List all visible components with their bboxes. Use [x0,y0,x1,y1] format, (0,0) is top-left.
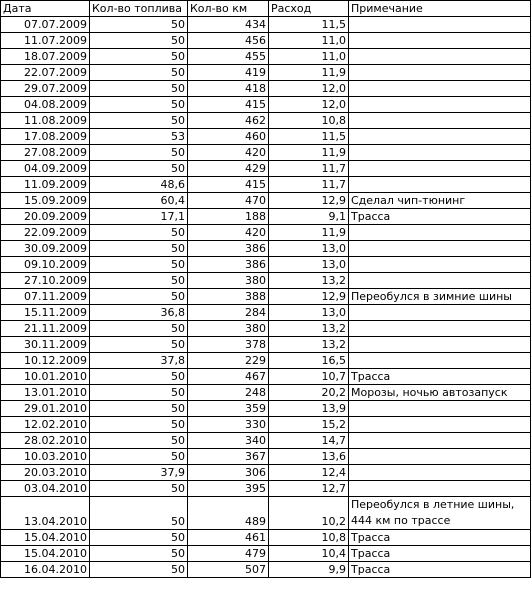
date-cell[interactable]: 12.02.2010 [1,417,90,433]
date-cell[interactable]: 30.09.2009 [1,241,90,257]
note-cell[interactable] [349,97,531,113]
table-row [1,449,531,465]
date-cell[interactable]: 29.01.2010 [1,401,90,417]
date-cell[interactable]: 20.03.2010 [1,465,90,481]
consumption-cell[interactable]: 13,9 [269,401,349,417]
table-row [1,562,531,578]
table-row [1,321,531,337]
date-cell[interactable]: 30.11.2009 [1,337,90,353]
consumption-cell[interactable]: 20,2 [269,385,349,401]
note-cell[interactable]: Трасса [349,530,531,546]
distance-cell[interactable]: 470 [188,193,269,209]
note-cell[interactable] [349,241,531,257]
distance-cell[interactable]: 489 [188,497,269,530]
date-cell[interactable]: 28.02.2010 [1,433,90,449]
consumption-cell[interactable]: 12,9 [269,193,349,209]
table-row [1,81,531,97]
consumption-cell[interactable]: 9,9 [269,562,349,578]
date-cell[interactable]: 17.08.2009 [1,129,90,145]
consumption-cell[interactable]: 12,4 [269,465,349,481]
table-row [1,17,531,33]
table-row [1,177,531,193]
date-cell[interactable]: 22.09.2009 [1,225,90,241]
distance-cell[interactable]: 395 [188,481,269,497]
fuel-cell[interactable]: 50 [90,481,188,497]
fuel-cell[interactable]: 36,8 [90,305,188,321]
consumption-cell[interactable]: 12,0 [269,81,349,97]
fuel-cell[interactable]: 50 [90,65,188,81]
consumption-cell[interactable]: 13,0 [269,305,349,321]
distance-cell[interactable]: 467 [188,369,269,385]
fuel-cell[interactable]: 60,4 [90,193,188,209]
table-row [1,530,531,546]
date-cell[interactable]: 11.08.2009 [1,113,90,129]
distance-cell[interactable]: 330 [188,417,269,433]
distance-cell[interactable]: 420 [188,145,269,161]
consumption-cell[interactable]: 14,7 [269,433,349,449]
date-cell[interactable]: 27.10.2009 [1,273,90,289]
note-cell[interactable] [349,417,531,433]
fuel-cell[interactable]: 53 [90,129,188,145]
note-cell[interactable] [349,273,531,289]
note-cell[interactable]: Сделал чип-тюнинг [349,193,531,209]
note-cell[interactable] [349,305,531,321]
note-cell[interactable]: Трасса [349,562,531,578]
consumption-cell[interactable]: 11,0 [269,33,349,49]
fuel-cell[interactable]: 37,9 [90,465,188,481]
table-row [1,305,531,321]
consumption-cell[interactable]: 10,7 [269,369,349,385]
date-cell[interactable]: 15.11.2009 [1,305,90,321]
header-row [1,1,531,17]
table-row [1,241,531,257]
fuel-cell[interactable]: 50 [90,257,188,273]
fuel-cell[interactable]: 50 [90,337,188,353]
table-row [1,97,531,113]
fuel-cell[interactable]: 50 [90,530,188,546]
consumption-cell[interactable]: 11,5 [269,129,349,145]
note-cell[interactable] [349,49,531,65]
distance-cell[interactable]: 456 [188,33,269,49]
fuel-cell[interactable]: 50 [90,241,188,257]
date-cell[interactable]: 10.12.2009 [1,353,90,369]
distance-cell[interactable]: 507 [188,562,269,578]
consumption-cell[interactable]: 16,5 [269,353,349,369]
note-cell[interactable] [349,401,531,417]
table-row [1,209,531,225]
note-cell[interactable] [349,465,531,481]
distance-cell[interactable]: 434 [188,17,269,33]
fuel-cell[interactable]: 50 [90,449,188,465]
fuel-cell[interactable]: 50 [90,49,188,65]
note-cell[interactable] [349,257,531,273]
date-cell[interactable]: 11.07.2009 [1,33,90,49]
header-consumption[interactable]: Расход [269,1,349,17]
note-cell[interactable] [349,33,531,49]
table-row [1,497,531,530]
date-cell[interactable]: 27.08.2009 [1,145,90,161]
note-cell[interactable]: Переобулся в летние шины, 444 км по трассе [349,497,531,530]
consumption-cell[interactable]: 13,0 [269,241,349,257]
distance-cell[interactable]: 460 [188,129,269,145]
consumption-cell[interactable]: 11,0 [269,49,349,65]
date-cell[interactable]: 29.07.2009 [1,81,90,97]
table-row [1,33,531,49]
table-row [1,193,531,209]
distance-cell[interactable]: 386 [188,241,269,257]
consumption-cell[interactable]: 12,9 [269,289,349,305]
consumption-cell[interactable]: 11,7 [269,161,349,177]
table-row [1,369,531,385]
table-row [1,257,531,273]
distance-cell[interactable]: 415 [188,177,269,193]
fuel-cell[interactable]: 48,6 [90,177,188,193]
header-date[interactable]: Дата [1,1,90,17]
note-cell[interactable] [349,177,531,193]
table-row [1,401,531,417]
date-cell[interactable]: 09.10.2009 [1,257,90,273]
note-cell[interactable] [349,81,531,97]
fuel-cell[interactable]: 50 [90,321,188,337]
note-cell[interactable] [349,129,531,145]
date-cell[interactable]: 10.03.2010 [1,449,90,465]
note-cell[interactable] [349,353,531,369]
fuel-cell[interactable]: 50 [90,433,188,449]
fuel-cell[interactable]: 50 [90,546,188,562]
fuel-cell[interactable]: 50 [90,401,188,417]
distance-cell[interactable]: 188 [188,209,269,225]
date-cell[interactable]: 22.07.2009 [1,65,90,81]
consumption-cell[interactable]: 12,0 [269,97,349,113]
distance-cell[interactable]: 462 [188,113,269,129]
distance-cell[interactable]: 461 [188,530,269,546]
note-cell[interactable] [349,449,531,465]
note-cell[interactable]: Переобулся в зимние шины [349,289,531,305]
note-cell[interactable] [349,113,531,129]
consumption-cell[interactable]: 15,2 [269,417,349,433]
distance-cell[interactable]: 429 [188,161,269,177]
date-cell[interactable]: 03.04.2010 [1,481,90,497]
date-cell[interactable]: 15.04.2010 [1,530,90,546]
date-cell[interactable]: 13.01.2010 [1,385,90,401]
note-cell[interactable] [349,321,531,337]
distance-cell[interactable]: 380 [188,321,269,337]
fuel-cell[interactable]: 50 [90,97,188,113]
distance-cell[interactable]: 479 [188,546,269,562]
distance-cell[interactable]: 418 [188,81,269,97]
note-cell[interactable] [349,17,531,33]
date-cell[interactable]: 18.07.2009 [1,49,90,65]
fuel-cell[interactable]: 50 [90,225,188,241]
header-note[interactable]: Примечание [349,1,531,17]
table-row [1,273,531,289]
table-row [1,385,531,401]
fuel-cell[interactable]: 50 [90,145,188,161]
date-cell[interactable]: 11.09.2009 [1,177,90,193]
fuel-cell[interactable]: 50 [90,497,188,530]
consumption-cell[interactable]: 11,5 [269,17,349,33]
consumption-cell[interactable]: 11,9 [269,65,349,81]
fuel-cell[interactable]: 17,1 [90,209,188,225]
distance-cell[interactable]: 419 [188,65,269,81]
fuel-cell[interactable]: 50 [90,33,188,49]
date-cell[interactable]: 15.09.2009 [1,193,90,209]
date-cell[interactable]: 20.09.2009 [1,209,90,225]
distance-cell[interactable]: 306 [188,465,269,481]
table-row [1,337,531,353]
table-row [1,546,531,562]
distance-cell[interactable]: 359 [188,401,269,417]
note-cell[interactable]: Трасса [349,209,531,225]
header-distance[interactable]: Кол-во км [188,1,269,17]
note-cell[interactable] [349,433,531,449]
distance-cell[interactable]: 415 [188,97,269,113]
consumption-cell[interactable]: 11,7 [269,177,349,193]
fuel-cell[interactable]: 50 [90,385,188,401]
consumption-cell[interactable]: 10,8 [269,113,349,129]
consumption-cell[interactable]: 13,6 [269,449,349,465]
date-cell[interactable]: 04.08.2009 [1,97,90,113]
fuel-cell[interactable]: 50 [90,289,188,305]
date-cell[interactable]: 07.07.2009 [1,17,90,33]
note-cell[interactable] [349,481,531,497]
note-cell[interactable]: Трасса [349,369,531,385]
fuel-cell[interactable]: 50 [90,17,188,33]
table-row [1,289,531,305]
note-cell[interactable] [349,65,531,81]
table-row [1,49,531,65]
distance-cell[interactable]: 248 [188,385,269,401]
fuel-cell[interactable]: 50 [90,369,188,385]
fuel-cell[interactable]: 50 [90,81,188,97]
header-fuel-amount[interactable]: Кол-во топлива [90,1,188,17]
consumption-cell[interactable]: 10,8 [269,530,349,546]
note-cell[interactable] [349,337,531,353]
note-cell[interactable] [349,225,531,241]
table-row [1,353,531,369]
fuel-cell[interactable]: 50 [90,161,188,177]
distance-cell[interactable]: 420 [188,225,269,241]
fuel-cell[interactable]: 50 [90,417,188,433]
date-cell[interactable]: 10.01.2010 [1,369,90,385]
table-row [1,225,531,241]
consumption-cell[interactable]: 13,0 [269,257,349,273]
note-cell[interactable]: Трасса [349,546,531,562]
table-row [1,145,531,161]
distance-cell[interactable]: 284 [188,305,269,321]
consumption-cell[interactable]: 11,9 [269,225,349,241]
fuel-cell[interactable]: 37,8 [90,353,188,369]
table-row [1,465,531,481]
distance-cell[interactable]: 380 [188,273,269,289]
date-cell[interactable]: 15.04.2010 [1,546,90,562]
consumption-cell[interactable]: 11,9 [269,145,349,161]
distance-cell[interactable]: 388 [188,289,269,305]
consumption-cell[interactable]: 13,2 [269,337,349,353]
distance-cell[interactable]: 386 [188,257,269,273]
consumption-cell[interactable]: 10,4 [269,546,349,562]
distance-cell[interactable]: 367 [188,449,269,465]
table-row [1,433,531,449]
distance-cell[interactable]: 340 [188,433,269,449]
consumption-cell[interactable]: 13,2 [269,321,349,337]
distance-cell[interactable]: 455 [188,49,269,65]
date-cell[interactable]: 21.11.2009 [1,321,90,337]
table-row [1,161,531,177]
table-row [1,113,531,129]
distance-cell[interactable]: 229 [188,353,269,369]
consumption-cell[interactable]: 12,7 [269,481,349,497]
distance-cell[interactable]: 378 [188,337,269,353]
note-cell[interactable] [349,145,531,161]
note-cell[interactable]: Морозы, ночью автозапуск [349,385,531,401]
date-cell[interactable]: 16.04.2010 [1,562,90,578]
date-cell[interactable]: 13.04.2010 [1,497,90,530]
fuel-cell[interactable]: 50 [90,273,188,289]
table-row [1,481,531,497]
table-row [1,129,531,145]
date-cell[interactable]: 07.11.2009 [1,289,90,305]
note-cell[interactable] [349,161,531,177]
fuel-cell[interactable]: 50 [90,562,188,578]
consumption-cell[interactable]: 9,1 [269,209,349,225]
consumption-cell[interactable]: 13,2 [269,273,349,289]
table-row [1,417,531,433]
consumption-cell[interactable]: 10,2 [269,497,349,530]
table-row [1,65,531,81]
fuel-cell[interactable]: 50 [90,113,188,129]
date-cell[interactable]: 04.09.2009 [1,161,90,177]
